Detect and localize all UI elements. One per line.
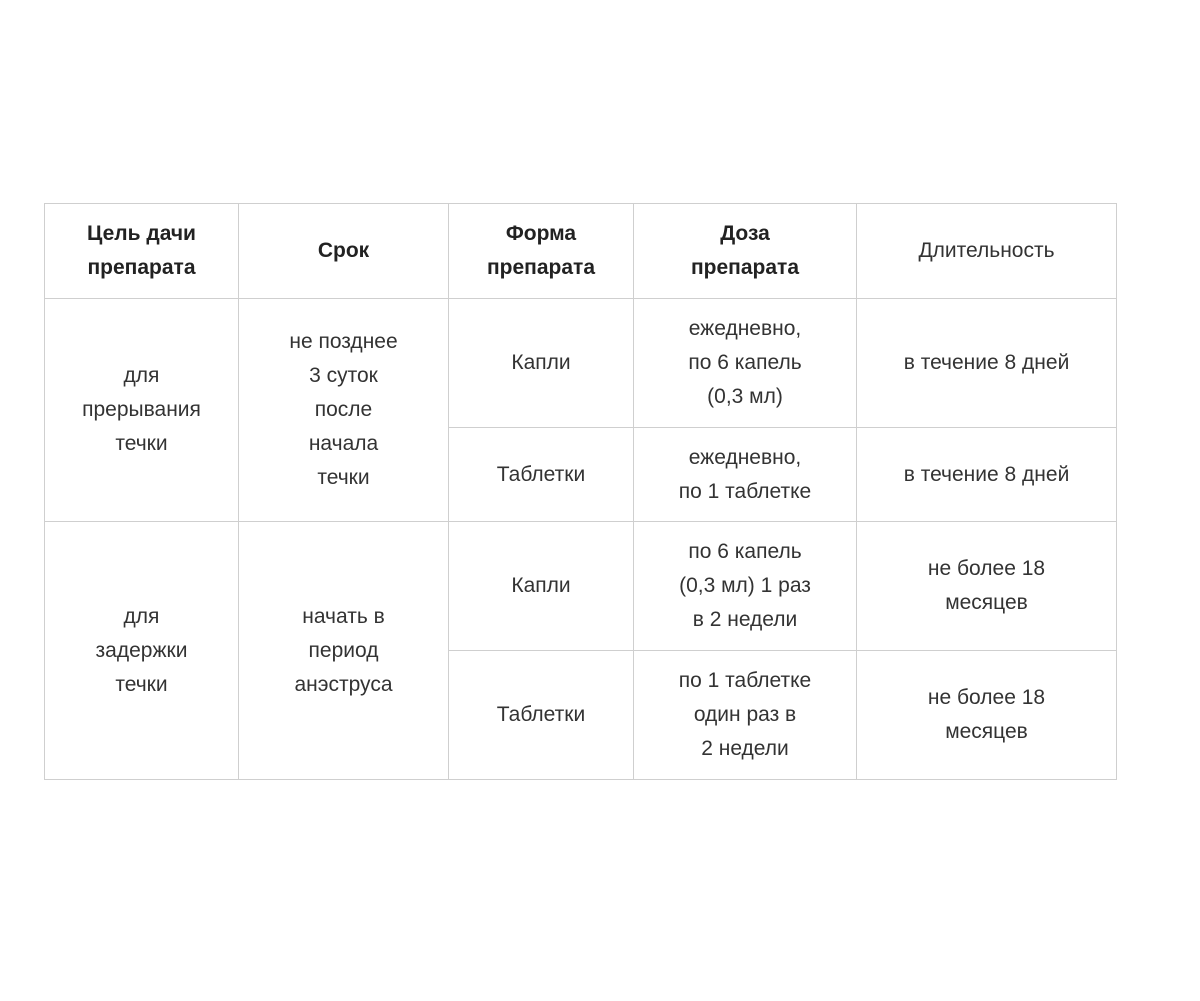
timing-cell: начать в период анэструса — [239, 522, 449, 780]
header-timing: Срок — [239, 204, 449, 299]
dosage-table — [44, 203, 1117, 780]
header-purpose: Цель дачи препарата — [45, 204, 239, 299]
duration-cell: в течение 8 дней — [857, 299, 1117, 428]
form-cell: Капли — [449, 522, 634, 651]
dose-cell: по 1 таблетке один раз в 2 недели — [634, 651, 857, 780]
dose-cell: по 6 капель (0,3 мл) 1 раз в 2 недели — [634, 522, 857, 651]
duration-cell: в течение 8 дней — [857, 428, 1117, 522]
duration-cell: не более 18 месяцев — [857, 651, 1117, 780]
duration-cell: не более 18 месяцев — [857, 522, 1117, 651]
timing-cell: не позднее 3 суток после начала течки — [239, 299, 449, 522]
form-cell: Капли — [449, 299, 634, 428]
table-row — [45, 522, 1117, 651]
form-cell: Таблетки — [449, 428, 634, 522]
header-form: Форма препарата — [449, 204, 634, 299]
dose-cell: ежедневно, по 6 капель (0,3 мл) — [634, 299, 857, 428]
dose-cell: ежедневно, по 1 таблетке — [634, 428, 857, 522]
purpose-cell: для задержки течки — [45, 522, 239, 780]
table-row — [45, 299, 1117, 428]
table-header-row — [45, 204, 1117, 299]
purpose-cell: для прерывания течки — [45, 299, 239, 522]
header-dose: Доза препарата — [634, 204, 857, 299]
form-cell: Таблетки — [449, 651, 634, 780]
header-duration: Длительность — [857, 204, 1117, 299]
